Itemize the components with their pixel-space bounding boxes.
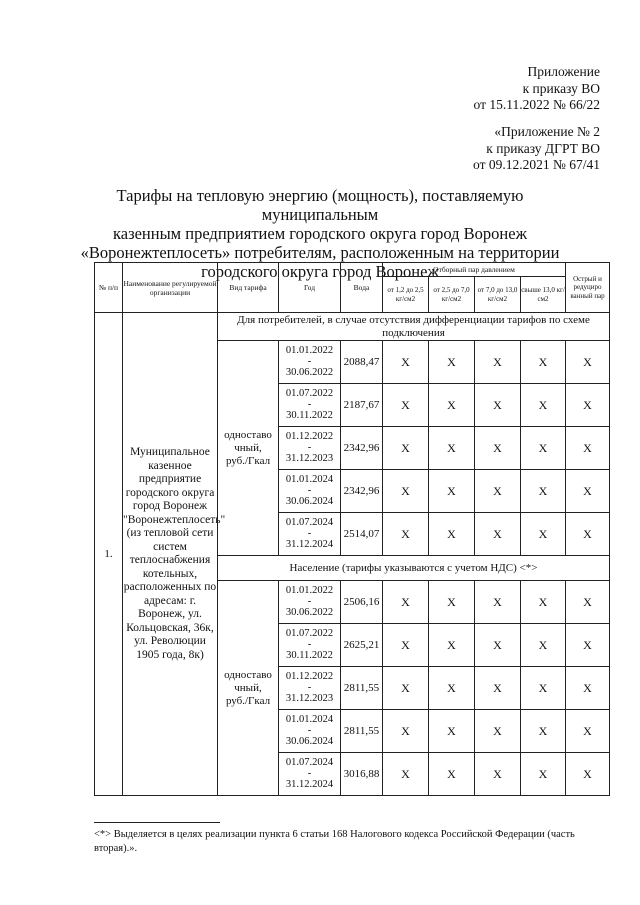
not-applicable-mark: X [475, 667, 521, 710]
period-end: 31.12.2024 [285, 779, 334, 790]
period-dash: - [307, 442, 312, 453]
tariff-type-line: одноставо [224, 668, 272, 681]
footnote: <*> Выделяется в целях реализации пункта 6 статьи 168 Налогового кодекса Российской Федерации (часть вторая).». [94, 829, 575, 854]
not-applicable-mark: X [429, 341, 475, 384]
header-steam-3: от 7,0 до 13,0 кг/см2 [475, 277, 521, 313]
not-applicable-mark: X [475, 753, 521, 796]
period-end: 30.06.2024 [285, 736, 334, 747]
header-line: от 15.11.2022 № 66/22 [473, 97, 600, 112]
tariff-type-line: одноставо [224, 428, 272, 441]
period-end: 30.11.2022 [286, 650, 333, 661]
not-applicable-mark: X [521, 470, 566, 513]
not-applicable-mark: X [475, 470, 521, 513]
period-end: 30.06.2024 [285, 496, 334, 507]
not-applicable-mark: X [521, 384, 566, 427]
header-line: Приложение [527, 64, 600, 79]
title-line: казенным предприятием городского округа город Воронеж [113, 224, 527, 243]
title-line: «Воронежтеплосеть» потребителям, расположенным на территории [80, 243, 560, 262]
not-applicable-mark: X [566, 624, 610, 667]
period-cell [279, 624, 341, 667]
tariff-type-cell [218, 341, 279, 556]
header-sharp-steam: Острый и редуциро ванный пар [566, 263, 610, 313]
not-applicable-mark: X [521, 581, 566, 624]
not-applicable-mark: X [521, 753, 566, 796]
not-applicable-mark: X [429, 667, 475, 710]
not-applicable-mark: X [429, 624, 475, 667]
section-title-row [95, 313, 610, 341]
not-applicable-mark: X [521, 710, 566, 753]
water-tariff-value: 2506,16 [341, 581, 383, 624]
period-start: 01.12.2022 [285, 431, 334, 442]
not-applicable-mark: X [521, 624, 566, 667]
period-start: 01.07.2022 [285, 388, 334, 399]
period-cell [279, 710, 341, 753]
period-cell [279, 753, 341, 796]
not-applicable-mark: X [383, 667, 429, 710]
not-applicable-mark: X [383, 427, 429, 470]
period-start: 01.01.2024 [285, 474, 334, 485]
header-line: к приказу ДГРТ ВО [486, 140, 600, 156]
row-number: 1. [95, 313, 123, 796]
period-end: 31.12.2024 [285, 539, 334, 550]
section-title: Население (тарифы указываются с учетом НДС) <*> [218, 556, 610, 581]
water-tariff-value: 2625,21 [341, 624, 383, 667]
quoted-appendix-header [473, 124, 600, 174]
not-applicable-mark: X [383, 710, 429, 753]
period-dash: - [307, 596, 312, 607]
period-start: 01.01.2022 [285, 585, 334, 596]
appendix-header [474, 64, 600, 114]
not-applicable-mark: X [521, 513, 566, 556]
period-start: 01.01.2024 [285, 714, 334, 725]
period-dash: - [307, 768, 312, 779]
water-tariff-value: 3016,88 [341, 753, 383, 796]
water-tariff-value: 2342,96 [341, 427, 383, 470]
water-tariff-value: 2811,55 [341, 710, 383, 753]
tariff-table [94, 262, 610, 796]
not-applicable-mark: X [566, 384, 610, 427]
header-line: к приказу ВО [522, 80, 600, 96]
not-applicable-mark: X [383, 470, 429, 513]
period-dash: - [307, 725, 312, 736]
not-applicable-mark: X [383, 513, 429, 556]
not-applicable-mark: X [566, 427, 610, 470]
tariff-type-line: чный, [234, 681, 262, 694]
tariff-type-line: чный, [234, 441, 262, 454]
not-applicable-mark: X [429, 384, 475, 427]
not-applicable-mark: X [429, 427, 475, 470]
title-line: Тарифы на тепловую энергию (мощность), поставляемую муниципальным [116, 186, 524, 224]
header-line: «Приложение № 2 [494, 124, 600, 139]
not-applicable-mark: X [429, 581, 475, 624]
not-applicable-mark: X [429, 710, 475, 753]
not-applicable-mark: X [475, 581, 521, 624]
not-applicable-mark: X [429, 513, 475, 556]
not-applicable-mark: X [566, 513, 610, 556]
period-start: 01.07.2022 [285, 628, 334, 639]
tariff-type-line: руб./Гкал [225, 694, 271, 707]
section-title: Для потребителей, в случае отсутствия дифференциации тарифов по схеме подключения [218, 313, 610, 341]
period-cell [279, 427, 341, 470]
water-tariff-value: 2811,55 [341, 667, 383, 710]
not-applicable-mark: X [475, 513, 521, 556]
period-dash: - [307, 528, 312, 539]
water-tariff-value: 2088,47 [341, 341, 383, 384]
not-applicable-mark: X [566, 753, 610, 796]
not-applicable-mark: X [383, 753, 429, 796]
not-applicable-mark: X [475, 427, 521, 470]
not-applicable-mark: X [475, 341, 521, 384]
not-applicable-mark: X [475, 624, 521, 667]
period-start: 01.07.2024 [285, 757, 334, 768]
tariff-type-line: руб./Гкал [225, 454, 271, 467]
period-cell [279, 341, 341, 384]
title-line: городского округа город Воронеж [201, 262, 439, 281]
not-applicable-mark: X [429, 753, 475, 796]
not-applicable-mark: X [429, 470, 475, 513]
period-dash: - [307, 356, 312, 367]
header-steam-group: Отборный пар давлением [383, 263, 566, 277]
not-applicable-mark: X [566, 667, 610, 710]
water-tariff-value: 2342,96 [341, 470, 383, 513]
not-applicable-mark: X [566, 470, 610, 513]
period-cell [279, 384, 341, 427]
period-end: 30.06.2022 [285, 607, 334, 618]
not-applicable-mark: X [521, 667, 566, 710]
period-dash: - [307, 399, 312, 410]
header-steam-4: свыше 13,0 кг/см2 [521, 277, 566, 313]
header-year: Год [279, 263, 341, 313]
period-dash: - [307, 682, 312, 693]
not-applicable-mark: X [521, 427, 566, 470]
water-tariff-value: 2187,67 [341, 384, 383, 427]
header-steam-1: от 1,2 до 2,5 кг/см2 [383, 277, 429, 313]
footnote-divider [94, 822, 220, 823]
not-applicable-mark: X [383, 581, 429, 624]
period-cell [279, 581, 341, 624]
not-applicable-mark: X [566, 581, 610, 624]
not-applicable-mark: X [521, 341, 566, 384]
header-steam-2: от 2,5 до 7,0 кг/см2 [429, 277, 475, 313]
not-applicable-mark: X [475, 384, 521, 427]
period-end: 30.06.2022 [285, 367, 334, 378]
tariff-type-cell [218, 581, 279, 796]
period-dash: - [307, 639, 312, 650]
header-tariff-type: Вид тарифа [218, 263, 279, 313]
not-applicable-mark: X [566, 341, 610, 384]
period-start: 01.07.2024 [285, 517, 334, 528]
not-applicable-mark: X [566, 710, 610, 753]
period-end: 31.12.2023 [285, 453, 334, 464]
period-cell [279, 470, 341, 513]
period-cell [279, 513, 341, 556]
period-dash: - [307, 485, 312, 496]
period-start: 01.01.2022 [285, 345, 334, 356]
not-applicable-mark: X [383, 624, 429, 667]
organization-name: Муниципальное казенное предприятие городского округа город Воронеж "Воронежтеплосеть" (из тепловой сети систем теплоснабжения котельных, расположенных по адресам: г. Воронеж, ул. Кольцовская, 36к, ул. Революции 1905 года, 8к) [123, 313, 218, 796]
header-line: от 09.12.2021 № 67/41 [473, 157, 600, 172]
period-cell [279, 667, 341, 710]
header-water: Вода [341, 263, 383, 313]
water-tariff-value: 2514,07 [341, 513, 383, 556]
header-num: № п/п [95, 263, 123, 313]
period-start: 01.12.2022 [285, 671, 334, 682]
not-applicable-mark: X [383, 341, 429, 384]
not-applicable-mark: X [383, 384, 429, 427]
header-org: Наименование регулируемой организации [123, 263, 218, 313]
period-end: 31.12.2023 [285, 693, 334, 704]
not-applicable-mark: X [475, 710, 521, 753]
period-end: 30.11.2022 [286, 410, 333, 421]
